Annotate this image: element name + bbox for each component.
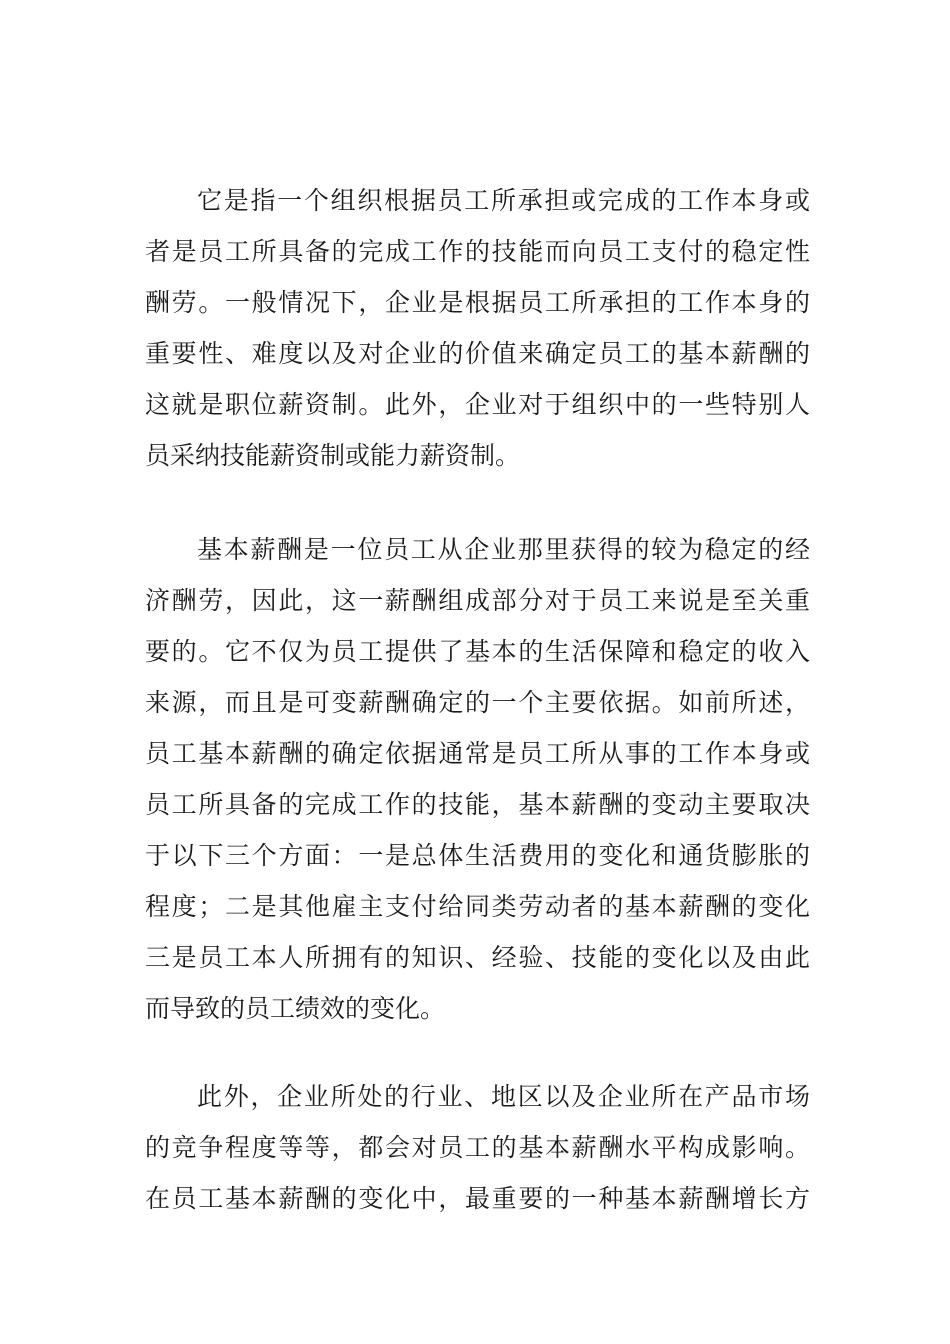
paragraph-line: 三是员工本人所拥有的知识、经验、技能的变化以及由此	[145, 943, 810, 972]
paragraph-line: 员工所具备的完成工作的技能，基本薪酬的变动主要取决	[145, 790, 810, 819]
paragraph-line: 在员工基本薪酬的变化中，最重要的一种基本薪酬增长方	[145, 1184, 810, 1213]
paragraph-line: 员工基本薪酬的确定依据通常是员工所从事的工作本身或	[145, 739, 810, 768]
paragraph-line: 重要性、难度以及对企业的价值来确定员工的基本薪酬的	[145, 339, 810, 368]
paragraph-1	[145, 175, 810, 481]
paragraph-line: 者是员工所具备的完成工作的技能而向员工支付的稳定性	[145, 237, 810, 266]
paragraph-line: 员采纳技能薪资制或能力薪资制。	[145, 441, 521, 470]
paragraph-line: 这就是职位薪资制。此外，企业对于组织中的一些特别人	[145, 390, 810, 419]
paragraph-3	[145, 1071, 810, 1224]
paragraph-line: 的竞争程度等等，都会对员工的基本薪酬水平构成影响。	[145, 1133, 810, 1162]
paragraph-line: 于以下三个方面：一是总体生活费用的变化和通货膨胀的	[145, 841, 810, 870]
paragraph-line: 要的。它不仅为员工提供了基本的生活保障和稳定的收入	[145, 637, 810, 666]
paragraph-line: 程度；二是其他雇主支付给同类劳动者的基本薪酬的变化	[145, 892, 810, 921]
paragraph-line: 酬劳。一般情况下，企业是根据员工所承担的工作本身的	[145, 288, 810, 317]
paragraph-line: 济酬劳，因此，这一薪酬组成部分对于员工来说是至关重	[145, 586, 810, 615]
paragraph-2	[145, 524, 810, 1034]
paragraph-line: 而导致的员工绩效的变化。	[145, 994, 446, 1023]
paragraph-line: 来源，而且是可变薪酬确定的一个主要依据。如前所述，	[145, 688, 810, 717]
paragraph-line: 此外，企业所处的行业、地区以及企业所在产品市场	[197, 1082, 810, 1111]
paragraph-line: 它是指一个组织根据员工所承担或完成的工作本身或	[197, 186, 810, 215]
paragraph-line: 基本薪酬是一位员工从企业那里获得的较为稳定的经	[197, 535, 810, 564]
